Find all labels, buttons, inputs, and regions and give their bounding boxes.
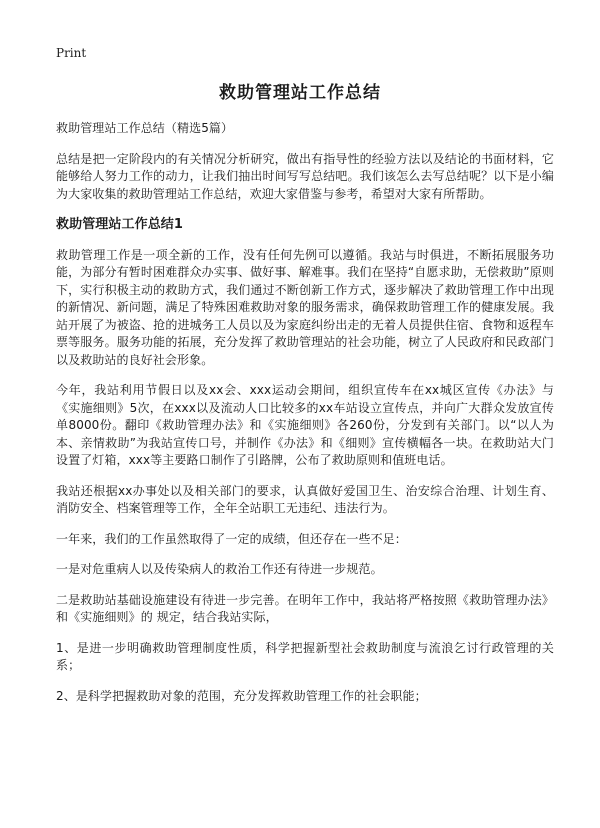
paragraph-3: 我站还根据xx办事处以及相关部门的要求，认真做好爱国卫生、治安综合治理、计划生育、消防安全、档案管理等工作，全年全站职工无违纪、违法行为。: [56, 483, 554, 515]
intro-paragraph: 总结是把一定阶段内的有关情况分析研究，做出有指导性的经验方法以及结论的书面材料，它能够给人努力工作的动力，让我们抽出时间写写总结吧。我们该怎么去写总结呢？以下是小编为大家收集的救助管理站工作总结，欢迎大家借鉴与参考，希望对大家有所帮助。: [56, 151, 554, 201]
section-heading: 救助管理站工作总结1: [56, 217, 184, 232]
paragraph-7: 1、是进一步明确救助管理制度性质，科学把握新型社会救助制度与流浪乞讨行政管理的关系；: [56, 640, 554, 672]
paragraph-5: 一是对危重病人以及传染病人的救治工作还有待进一步规范。: [56, 562, 383, 576]
paragraph-4: 一年来，我们的工作虽然取得了一定的成绩，但还存在一些不足：: [56, 531, 407, 546]
article-body: [56, 120, 554, 718]
paragraph-6: 二是救助站基础设施建设有待进一步完善。在明年工作中，我站将严格按照《救助管理办法》和《实施细则》的 规定，结合我站实际，: [56, 592, 554, 624]
article-subtitle: 救助管理站工作总结（精选5篇）: [56, 121, 234, 135]
paragraph-2: 今年，我站利用节假日以及xx会、xxx运动会期间，组织宣传车在xx城区宣传《办法》与《实施细则》5次，在xxx以及流动人口比较多的xx车站设立宣传点，并向广大群众发放宣传单8000份。翻印《救助管理办法》和《实施细则》各260份，分发到有关部门。以“以人为本、亲情救助”为我站宣传口号，并制作《办法》和《细则》宣传横幅各一块。在救助站大门设置了灯箱，xxx等主要路口制作了引路牌，公布了救助原则和值班电话。: [56, 383, 554, 467]
paragraph-1: 救助管理工作是一项全新的工作，没有任何先例可以遵循。我站与时俱进，不断拓展服务功能，为部分有暂时困难群众办实事、做好事、解难事。我们在坚持“自愿求助，无偿救助”原则下，实行积极主动的救助方式，我们通过不断创新工作方式，逐步解决了救助管理工作中出现的新情况、新问题，满足了特殊困难救助对象的服务需求，确保救助管理工作的健康发展。我站开展了为被盗、抢的进城务工人员以及为家庭纠纷出走的无着人员提供住宿、食物和返程车票等服务。服务功能的拓展，充分发挥了救助管理站的社会功能，树立了人民政府和民政部门以及救助站的良好社会形象。: [56, 247, 554, 367]
paragraph-8: 2、是科学把握救助对象的范围，充分发挥救助管理工作的社会职能；: [56, 688, 427, 703]
print-link[interactable]: Print: [56, 46, 87, 60]
page-title: 救助管理站工作总结: [219, 83, 381, 103]
